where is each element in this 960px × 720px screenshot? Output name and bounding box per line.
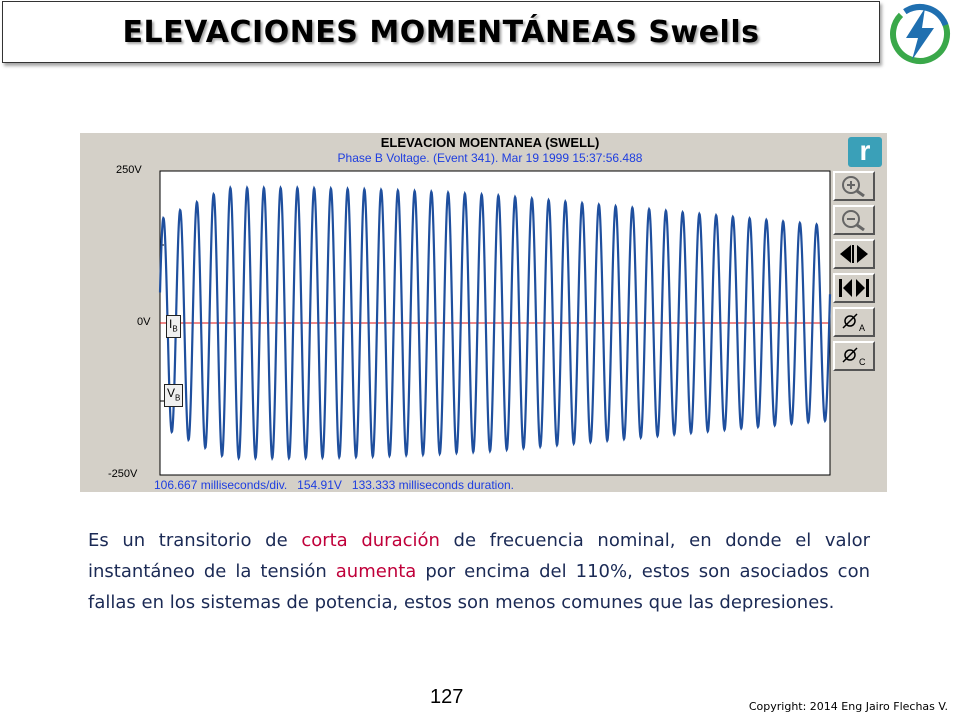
scope-title: ELEVACION MOENTANEA (SWELL) — [380, 135, 600, 150]
description-text-1: Es un transitorio de — [88, 530, 302, 551]
phase-a-button[interactable] — [833, 307, 875, 337]
scroll-left-right-button[interactable] — [833, 239, 875, 269]
y-tick-label-zero: 0V — [137, 316, 151, 328]
description-highlight-1: corta duración — [301, 530, 440, 551]
zoom-out-icon — [840, 209, 868, 231]
description-text-3: por encima del 110%, estos son asociados con fallas en los sistemas de potencia, estos son menos comunes que las depresiones. — [88, 561, 871, 613]
voltage-marker-label: V — [167, 386, 176, 400]
y-tick-label-top: 250V — [116, 164, 142, 176]
scope-subtitle: Phase B Voltage. (Event 341). Mar 19 1999 15:37:56.488 — [337, 151, 643, 165]
voltage-marker[interactable] — [164, 384, 183, 407]
zoom-in-button[interactable] — [833, 171, 875, 201]
phase-a-icon — [839, 311, 869, 333]
phase-a-label: A — [859, 323, 866, 333]
slide-title: ELEVACIONES MOMENTÁNEAS Swells — [122, 14, 760, 50]
oscilloscope-panel — [80, 133, 887, 492]
jump-start-end-button[interactable] — [833, 273, 875, 303]
lightning-logo-icon — [888, 2, 952, 66]
current-marker-sub: B — [172, 324, 178, 334]
voltage-marker-sub: B — [175, 393, 181, 403]
arrows-left-right-icon — [837, 243, 871, 265]
phase-c-button[interactable] — [833, 341, 875, 371]
copyright-text: Copyright: 2014 Eng Jairo Flechas V. — [748, 700, 948, 713]
scope-footer-status: 106.667 milliseconds/div. 154.91V 133.333 milliseconds duration. — [154, 478, 514, 492]
description-highlight-2: aumenta — [335, 561, 417, 582]
title-box — [2, 1, 880, 63]
phase-c-label: C — [859, 357, 866, 367]
current-marker[interactable] — [166, 315, 181, 338]
phase-c-icon — [839, 345, 869, 367]
waveform-plot — [80, 133, 887, 492]
y-tick-label-bottom: -250V — [108, 468, 138, 480]
zoom-out-button[interactable] — [833, 205, 875, 235]
zoom-in-icon — [840, 175, 868, 197]
page-number: 127 — [430, 686, 464, 708]
current-marker-label: I — [169, 317, 173, 331]
description-text-2: de frecuencia nominal, en donde el valor instantáneo de la tensión — [88, 530, 871, 582]
jump-start-end-icon — [837, 277, 871, 299]
description-paragraph — [88, 525, 870, 618]
app-logo-icon: r — [848, 137, 882, 167]
